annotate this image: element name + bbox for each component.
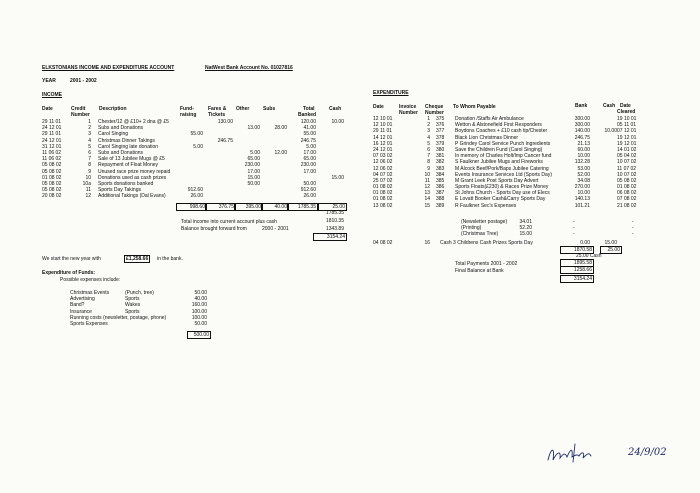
income-date: 05 08 02 <box>42 187 62 194</box>
funds-label: Insurance <box>70 308 92 315</box>
funds-value: 50.00 <box>194 290 207 296</box>
exp-cleared: 05 08 02 <box>617 177 637 184</box>
income-fundraising: 55.00 <box>190 131 203 138</box>
exp-cheque: 378 <box>436 134 445 141</box>
income-header-credit: Credit <box>71 106 86 112</box>
exp-cleared: 19 10 01 <box>617 116 637 122</box>
income-total-fund: 998.60 <box>176 203 207 211</box>
exp-date: 01 08 02 <box>373 190 393 197</box>
exp-sub-bank: - <box>573 231 575 238</box>
exp-cheque: 382 <box>436 159 445 166</box>
exp-bank: 60.00 <box>577 146 590 153</box>
exp-payee: M Grant Leek Post Sports Day Advert <box>455 177 539 184</box>
income-description: Christmas Dinner Takings <box>98 137 155 144</box>
funds-table <box>0 290 220 327</box>
income-date: 31 12 01 <box>42 143 62 150</box>
exp-cleared: 19 12 01 <box>617 134 637 141</box>
exp-payee: S Faulkner Jubilee Mugs and Fireworks <box>455 159 543 166</box>
income-description: Donations used as cash prizes <box>98 174 167 181</box>
exp-payee: Donation /Staffs Air Ambulance <box>455 116 524 122</box>
income-header-fund2: raising <box>180 112 197 118</box>
exp-cheque: 375 <box>436 116 445 122</box>
income-date: 24 12 01 <box>42 137 62 144</box>
exp-cleared: 19 12 01 <box>617 140 637 147</box>
exp-date: 12 06 02 <box>373 165 393 172</box>
total-payments-value: 1895.58 <box>560 259 594 267</box>
income-description: Subs and Donations <box>98 125 144 132</box>
income-fares: 246.75 <box>217 137 233 144</box>
exp-payee: Black Lion Christmas Dinner <box>455 134 519 141</box>
exp-sub-cleared: - <box>632 219 634 225</box>
total-income-label: Total income into current account plus cash <box>181 219 277 225</box>
exp-date: 13 08 02 <box>373 202 393 209</box>
exp-bank: 34.08 <box>577 177 590 184</box>
exp-cleared: 11 07 02 <box>617 165 637 172</box>
exp-cheque: 380 <box>436 146 445 153</box>
exp-payee: E Lovatt Booker Cash&Carry Sports Day <box>455 196 546 203</box>
funds-note: Sports <box>125 296 140 303</box>
final-balance-label: Final Balance at Bank <box>455 268 504 274</box>
exp-cash: 10.00 <box>604 128 617 135</box>
income-header-tickets: Tickets <box>208 112 226 118</box>
exp-cleared: 06 08 02 <box>617 190 637 197</box>
income-number: 12 <box>85 193 91 200</box>
exp-cleared: 07 12 01 <box>617 128 637 135</box>
exp-cash-date: 04 08 02 <box>373 240 393 246</box>
income-total: 17.00 <box>303 149 316 156</box>
exp-sub-bank: - <box>573 219 575 225</box>
income-description: Subs and Donations <box>98 149 144 156</box>
start-value: £1,258.66 <box>126 256 149 262</box>
expenditure-row <box>0 203 700 209</box>
exp-sub-label: (Christmas Tree) <box>461 231 499 238</box>
income-heading: INCOME <box>42 92 62 98</box>
exp-total-bank: 1870.58 <box>560 246 594 254</box>
exp-sub-label: (Newsletter postage) <box>461 219 508 225</box>
income-date: 29 11 01 <box>42 131 62 138</box>
income-date: 29 11 01 <box>42 119 62 125</box>
expenditure-subrow <box>0 231 700 237</box>
exp-payee: In memory of Charles Holt/Imp Cancer fund <box>455 153 552 160</box>
exp-bank: 140.13 <box>574 196 590 203</box>
income-number: 11 <box>85 187 91 194</box>
exp-header-cheque: Cheque <box>425 104 444 110</box>
income-fundraising: 26.00 <box>190 193 203 200</box>
exp-sub-label: (Printing) <box>461 225 482 232</box>
income-header-fund: Fund- <box>180 106 194 112</box>
exp-cheque: 376 <box>436 122 445 129</box>
income-header-subs: Subs <box>263 106 276 112</box>
exp-sub-cleared: - <box>632 231 634 238</box>
income-description: Chester/12 @ £10+ 2 dna @ £5 <box>98 119 169 125</box>
income-header-fares: Fares & <box>208 106 227 112</box>
income-number: 3 <box>88 131 91 138</box>
document-title: ELKSTONIANS INCOME AND EXPENDITURE ACCOUNT <box>42 65 175 71</box>
exp-payee: M Alcock Beef/Pork/Baps Jubilee Catering <box>455 165 549 172</box>
income-total: 5.00 <box>306 143 316 150</box>
income-date: 01 08 02 <box>42 174 62 181</box>
income-total: 120.00 <box>300 119 316 125</box>
exp-sub-value: 15.00 <box>519 231 532 238</box>
income-other: 5.00 <box>250 149 260 156</box>
exp-header-number: Number <box>399 110 418 116</box>
income-number: 7 <box>88 156 91 163</box>
income-number: 2 <box>88 125 91 132</box>
exp-cheque: 379 <box>436 140 445 147</box>
funds-label: Christmas Events <box>70 290 110 296</box>
funds-label: Advertising <box>70 296 95 303</box>
income-header-date: Date <box>42 106 53 112</box>
income-description: Carol Singing late donation <box>98 143 159 150</box>
exp-bank: 132.28 <box>574 159 590 166</box>
exp-cash-bank: 0.00 <box>580 240 590 246</box>
exp-cleared: 07 08 02 <box>617 196 637 203</box>
exp-payee: R Faulkner Sec's Expenses <box>455 202 517 209</box>
income-total-cash: 25.00 <box>318 203 347 211</box>
exp-bank: 300.00 <box>574 122 590 129</box>
exp-payee: Boydons Coaches + £10 cash tip/Chester <box>455 128 548 135</box>
income-header-description: Description <box>99 106 127 112</box>
income-description: Sports donations banked <box>98 180 154 187</box>
expenditure-table <box>0 116 700 209</box>
funds-note: (Punch, tree) <box>125 290 154 296</box>
exp-invoice: 7 <box>427 153 430 160</box>
income-other: 65.00 <box>247 156 260 163</box>
income-date: 11 06 02 <box>42 149 62 156</box>
income-date: 11 06 02 <box>42 156 62 163</box>
exp-sub-bank: - <box>573 225 575 232</box>
income-total: 246.75 <box>300 137 316 144</box>
exp-cleared: 05 04 02 <box>617 153 637 160</box>
income-header-number: Number <box>71 112 90 118</box>
final-balance-value: 1258.66 <box>560 266 594 274</box>
income-date: 24 12 01 <box>42 125 62 132</box>
income-subs: 12.00 <box>274 149 287 156</box>
total-income-value: 1810.35 <box>325 218 344 224</box>
handwritten-signature <box>545 440 625 468</box>
exp-total-cash: 25.00 <box>600 246 622 254</box>
exp-cheque: 385 <box>436 177 445 184</box>
exp-header-bank: Bank <box>575 103 588 109</box>
exp-bank: 270.00 <box>574 184 590 191</box>
income-total: 50.00 <box>303 180 316 187</box>
exp-invoice: 5 <box>427 140 430 147</box>
exp-cleared: 10 07 02 <box>617 171 637 178</box>
bank-account-label: NatWest Bank Account No. 01027816 <box>205 65 293 71</box>
exp-header-invoice: Invoice <box>399 104 417 110</box>
exp-date: 12 10 01 <box>373 116 393 122</box>
exp-header-date2: Date <box>620 103 631 109</box>
balance-bf-period: 2000 - 2001 <box>262 226 289 232</box>
exp-invoice: 8 <box>427 159 430 166</box>
exp-date: 01 08 02 <box>373 196 393 203</box>
exp-date: 29 11 01 <box>373 128 393 135</box>
exp-invoice: 12 <box>424 184 430 191</box>
exp-bank: 246.75 <box>574 134 590 141</box>
funds-subheading: Possible expenses include: <box>60 277 121 283</box>
income-fundraising: 5.00 <box>193 143 203 150</box>
exp-cleared: 21 08 02 <box>617 202 637 209</box>
income-description: Unused race prize money repaid <box>98 168 171 175</box>
income-other: 17.00 <box>247 168 260 175</box>
exp-date: 14 12 01 <box>373 134 393 141</box>
funds-note: Sports <box>125 308 140 315</box>
exp-cleared: 05 11 01 <box>617 122 637 129</box>
exp-cleared: 01 08 02 <box>617 184 637 191</box>
exp-cash-label: 25.00 Cash <box>576 253 602 259</box>
exp-date: 12 06 02 <box>373 159 393 166</box>
income-date: 05 08 02 <box>42 168 62 175</box>
income-total: 41.00 <box>303 125 316 132</box>
income-number: 5 <box>88 143 91 150</box>
exp-bank: 10.00 <box>577 190 590 197</box>
income-total-total: 1785.35 <box>287 203 318 211</box>
exp-invoice: 1 <box>427 116 430 122</box>
income-total-other: 395.00 <box>234 203 263 211</box>
signature-date: 24/9/02 <box>628 447 667 458</box>
funds-value: 100.00 <box>191 308 207 315</box>
exp-cash-cash: 15.00 <box>604 240 617 246</box>
exp-date: 01 08 02 <box>373 184 393 191</box>
funds-heading: Expenditure of Funds: <box>42 270 96 276</box>
income-total: 26.00 <box>303 193 316 200</box>
exp-invoice: 14 <box>424 196 430 203</box>
exp-cheque: 388 <box>436 196 445 203</box>
income-date: 05 08 02 <box>42 162 62 169</box>
income-total: 912.60 <box>300 187 316 194</box>
total-payments-label: Total Payments 2001 - 2002 <box>455 261 518 267</box>
exp-cheque: 377 <box>436 128 445 135</box>
income-description: Sports Day Takings <box>98 187 141 194</box>
exp-invoice: 2 <box>427 122 430 129</box>
start-tail: in the bank. <box>157 256 183 262</box>
exp-cash-payee: Cash 3 Childrens Cash Prizes Sports Day <box>440 240 533 246</box>
funds-note: Wakes <box>125 302 141 309</box>
income-total: 55.00 <box>303 131 316 138</box>
exp-date: 16 12 01 <box>373 140 393 147</box>
exp-payee: Save the Children Fund (Carol Singing) <box>455 146 543 153</box>
exp-sub-cleared: - <box>632 225 634 232</box>
exp-invoice: 6 <box>427 146 430 153</box>
funds-label: Band? <box>70 302 85 309</box>
year-value: 2001 - 2002 <box>70 78 97 84</box>
income-number: 8 <box>88 162 91 169</box>
income-fundraising: 912.60 <box>187 187 203 194</box>
income-other: 230.00 <box>244 162 260 169</box>
exp-date: 25 07 02 <box>373 177 393 184</box>
exp-invoice: 11 <box>424 177 430 184</box>
funds-row <box>0 321 220 327</box>
exp-invoice: 3 <box>427 128 430 135</box>
income-description: Repayment of Float Money <box>98 162 159 169</box>
income-below-total: 1785.35 <box>325 210 344 216</box>
start-text: We start the new year with <box>42 256 101 262</box>
exp-date: 07 03 02 <box>373 153 393 160</box>
funds-value: 100.00 <box>191 314 207 321</box>
exp-payee: Wetton & Alstonefield First Responders <box>455 122 542 129</box>
income-cash: 10.00 <box>331 119 344 125</box>
income-number: 4 <box>88 137 91 144</box>
income-date: 20 08 02 <box>42 193 62 200</box>
exp-bank: 300.00 <box>574 116 590 122</box>
exp-cleared: 14 01 02 <box>617 146 637 153</box>
funds-label: Running costs (newsletter, postage, phone) <box>70 314 167 321</box>
exp-payee: P Grindey Carol Service Punch Ingredients <box>455 140 551 147</box>
expenditure-heading: EXPENDITURE <box>373 90 409 96</box>
income-date: 05 08 02 <box>42 180 62 187</box>
income-total-fares: 376.75 <box>205 203 236 211</box>
exp-payee: Events Insurance Services Ltd (Sports Day) <box>455 171 552 178</box>
income-other: 15.00 <box>247 174 260 181</box>
income-number: 10a <box>82 180 91 187</box>
income-description: Sale of 13 Jubilee Mugs @ £5 <box>98 156 165 163</box>
funds-value: 160.00 <box>191 302 207 309</box>
income-total: 65.00 <box>303 156 316 163</box>
income-total: 230.00 <box>300 162 316 169</box>
income-header-other: Other <box>236 106 250 112</box>
exp-bank: 52.00 <box>577 171 590 178</box>
income-number: 9 <box>88 168 91 175</box>
exp-invoice: 13 <box>424 190 430 197</box>
exp-sub-value: 34.01 <box>519 219 532 225</box>
exp-header-cash: Cash <box>603 103 616 109</box>
funds-total: 500.00 <box>187 331 211 339</box>
income-header-total: Total <box>303 106 315 112</box>
income-description: Carol Singing <box>98 131 129 138</box>
exp-bank: 10.00 <box>577 153 590 160</box>
exp-header-payee: To Whom Payable <box>453 104 496 110</box>
exp-cleared: 10 07 02 <box>617 159 637 166</box>
exp-bank: 53.00 <box>577 165 590 172</box>
exp-date: 04 07 02 <box>373 171 393 178</box>
exp-sub-value: 52.20 <box>519 225 532 232</box>
exp-cheque: 381 <box>436 153 445 160</box>
income-subs: 28.00 <box>274 125 287 132</box>
funds-label: Sports Expenses <box>70 320 108 327</box>
balance-bf-value: 1343.89 <box>325 226 344 232</box>
balance-bf-label: Balance brought forward from <box>181 226 247 232</box>
exp-cheque: 384 <box>436 171 445 178</box>
exp-invoice: 9 <box>427 165 430 172</box>
income-cash: 15.00 <box>331 174 344 181</box>
exp-cash-inv: 16 <box>424 240 430 246</box>
exp-header-date: Date <box>373 104 384 110</box>
income-fares: 130.00 <box>217 119 233 125</box>
exp-payee: Sports Floats(£230) & Races Prize Money <box>455 184 549 191</box>
exp-invoice: 4 <box>427 134 430 141</box>
exp-bank: 101.21 <box>574 202 590 209</box>
income-number: 1 <box>88 119 91 125</box>
year-label: YEAR <box>42 78 56 84</box>
exp-cheque: 386 <box>436 184 445 191</box>
funds-value: 50.00 <box>194 320 207 327</box>
income-total: 17.00 <box>303 168 316 175</box>
income-total-subs: 40.00 <box>261 203 289 211</box>
exp-grand-total: 3154.24 <box>560 275 594 283</box>
income-other: 50.00 <box>247 180 260 187</box>
exp-header-number2: Number <box>425 110 444 116</box>
income-number: 10 <box>85 174 91 181</box>
income-header-banked: Banked <box>298 112 317 118</box>
expenditure-sub-table <box>0 219 700 238</box>
exp-cheque: 383 <box>436 165 445 172</box>
income-header-cash: Cash <box>329 106 342 112</box>
income-description: Additional Takings (Dal Evans) <box>98 193 166 200</box>
exp-cheque: 389 <box>436 202 445 209</box>
exp-date: 12 10 01 <box>373 122 393 129</box>
income-number: 6 <box>88 149 91 156</box>
exp-invoice: 10 <box>424 171 430 178</box>
exp-cheque: 387 <box>436 190 445 197</box>
exp-bank: 21.13 <box>577 140 590 147</box>
income-grand-total: 3154.24 <box>313 233 347 241</box>
income-other: 13.00 <box>247 125 260 132</box>
funds-value: 40.00 <box>194 296 207 303</box>
exp-header-cleared: Cleared <box>617 109 636 115</box>
exp-bank: 140.00 <box>574 128 590 135</box>
exp-date: 24 12 01 <box>373 146 393 153</box>
exp-payee: St Johns Church - Sports Day use of Elecs <box>455 190 550 197</box>
exp-invoice: 15 <box>424 202 430 209</box>
